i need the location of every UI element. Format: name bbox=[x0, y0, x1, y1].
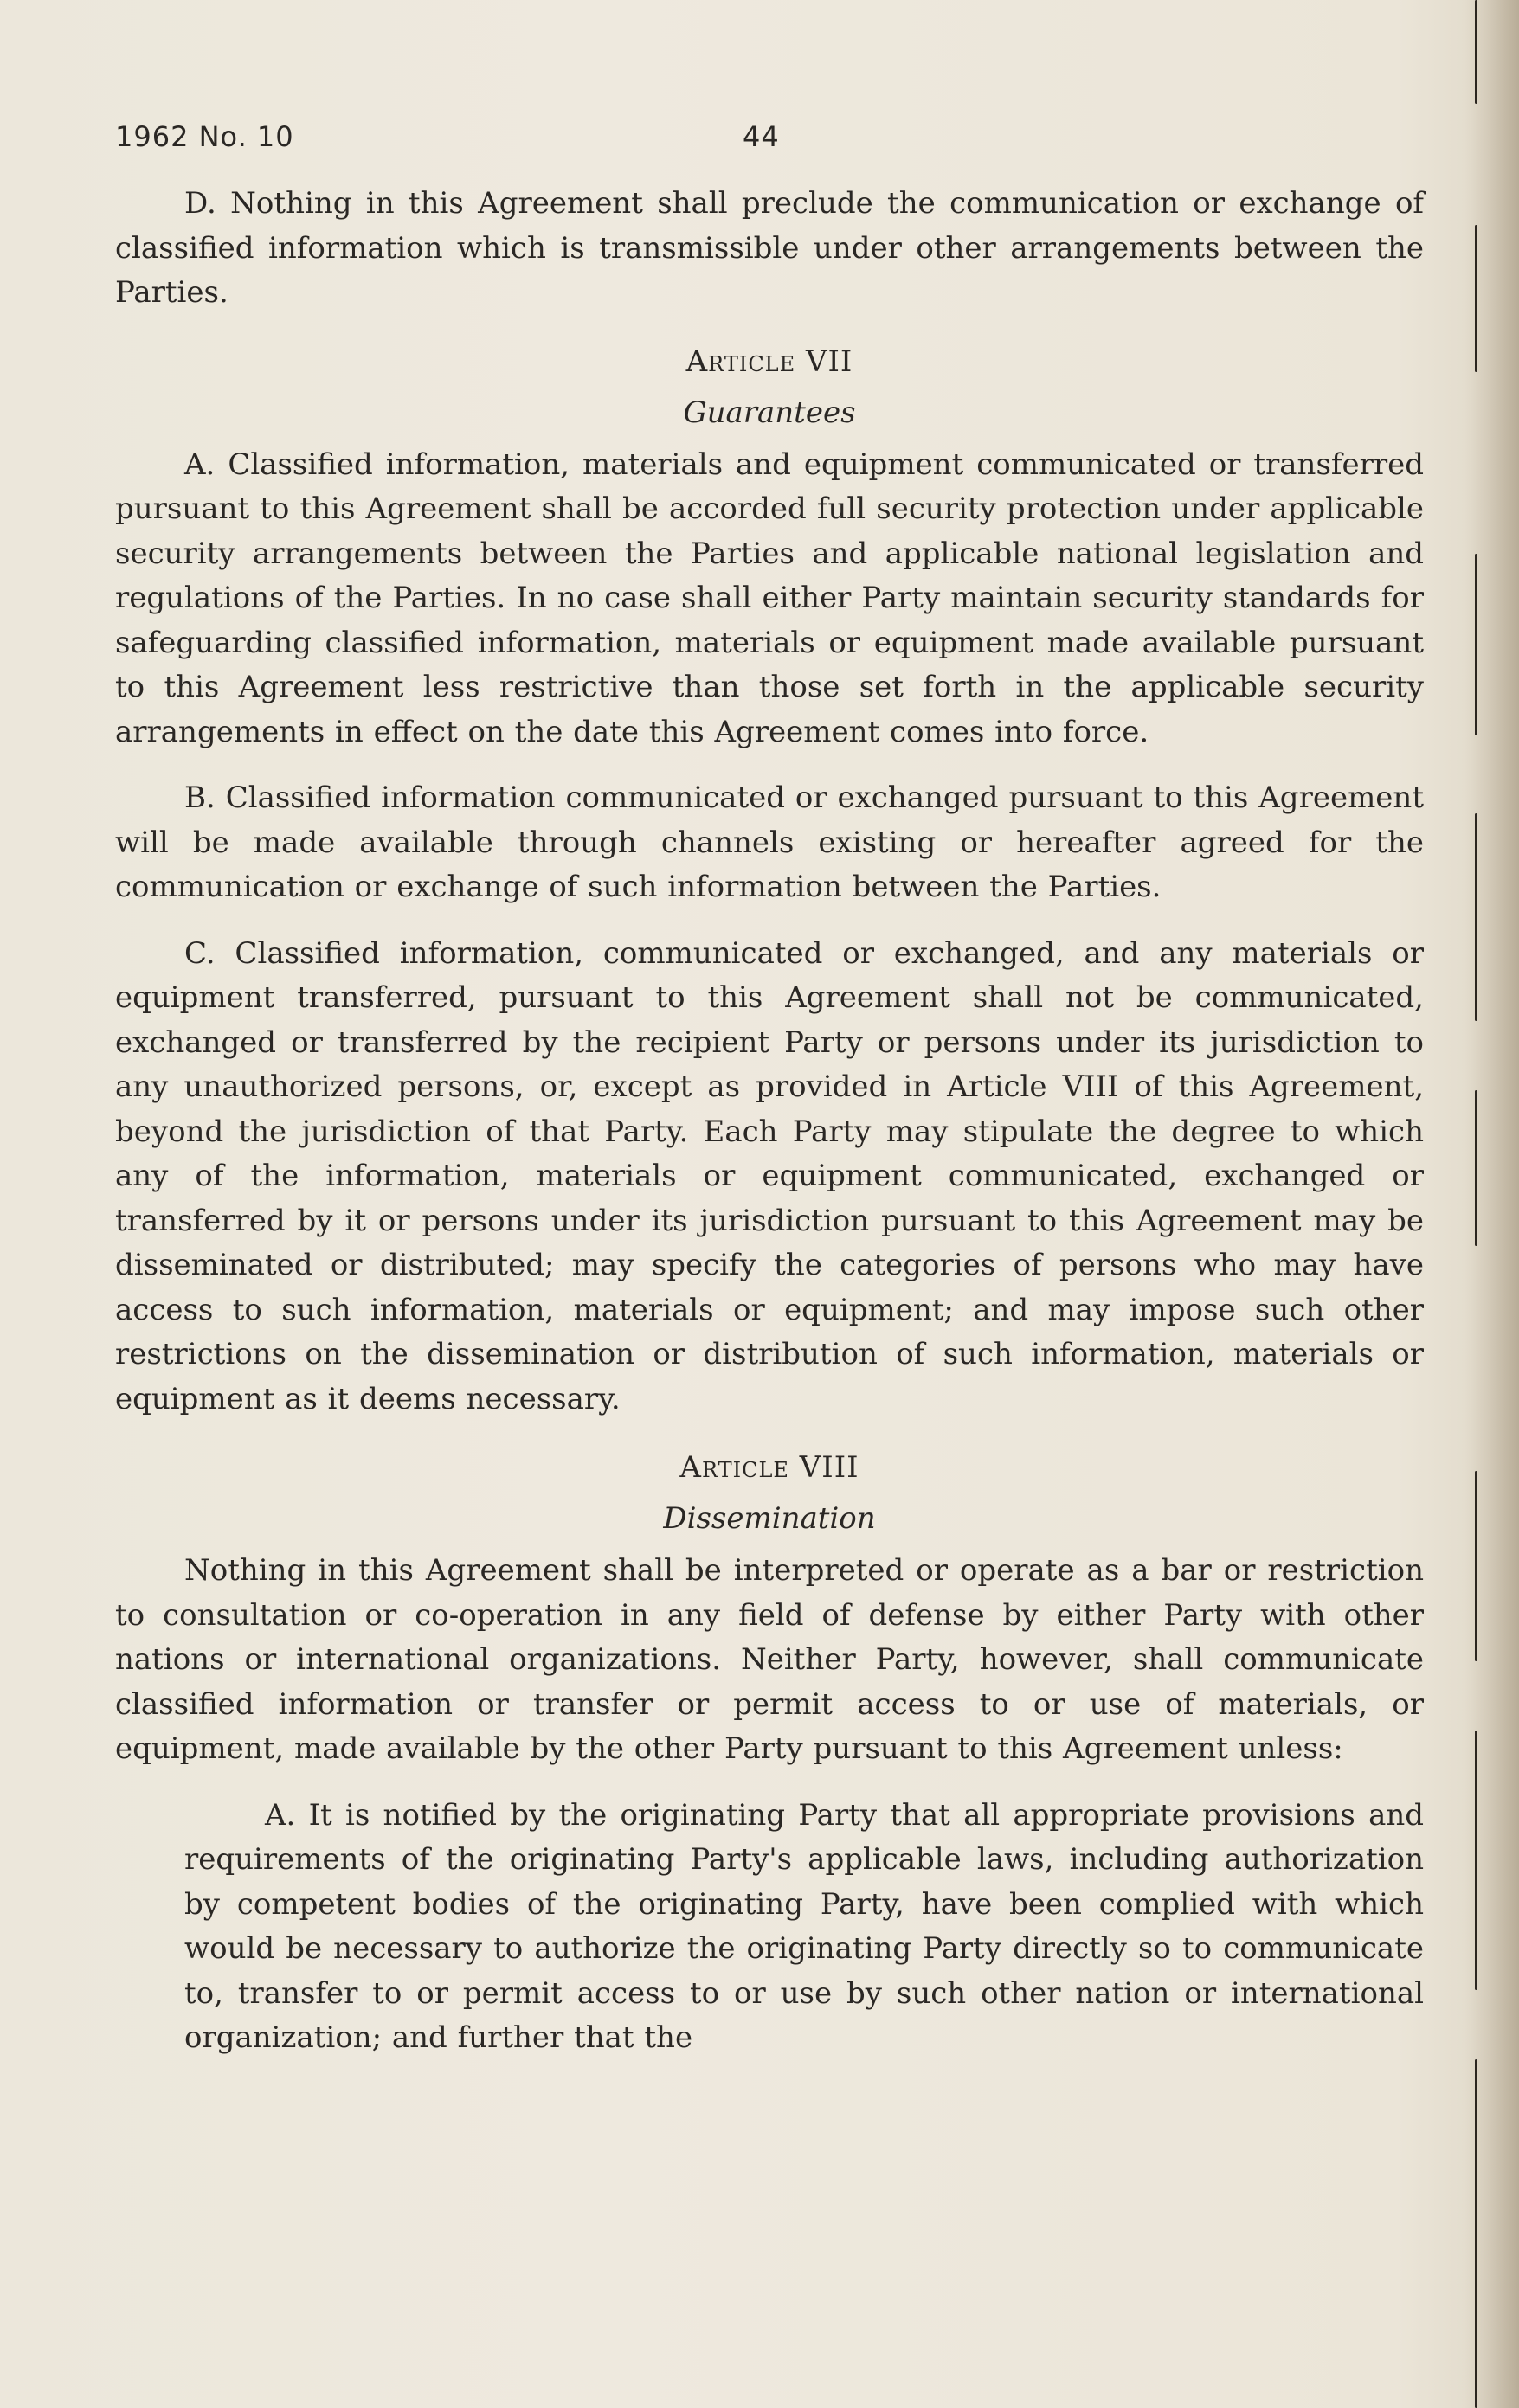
article-vii-paragraph-c: C. Classified information, communicated or exchanged, and any materials or equipment transferred, pursuant to this Agreement shall not be communicated, exchanged or transferred by the recipient Party or persons under its jurisdiction to any unauthorized persons, or, except as provided in Article VIII of this Agreement, beyond the jurisdiction of that Party. Each Party may stipulate the degree to which any of the information, materials or equipment communicated, exchanged or transferred by it or persons under its jurisdiction pursuant to this Agreement may be disseminated or distributed; may specify the categories of persons who may have access to such information, materials or equipment; and may impose such other restrictions on the dissemination or distribution of such information, materials or equipment as it deems necessary. bbox=[115, 935, 1424, 1416]
page-number: 44 bbox=[743, 120, 780, 153]
article-vii-title: Guarantees bbox=[683, 395, 856, 430]
article-viii-intro: Nothing in this Agreement shall be interpreted or operate as a bar or restriction to consultation or co-operation in any field of defense by either Party with other nations or international organizations. Neither Party, however, shall communicate classified information or transfer or permit access to or use of materials, or equipment, made available by the other Party pursuant to this Agreement unless: bbox=[115, 1553, 1424, 1766]
article-vii-paragraph-a: A. Classified information, materials and equipment communicated or transferred pursuant to this Agreement shall be accorded full security protection under applicable security arrangements between the Parties and applicable national legislation and regulations of the Parties. In no case shall either Party maintain security standards for safeguarding classified information, materials or equipment made available pursuant to this Agreement less restrictive than those set forth in the applicable security arrangements in effect on the date this Agreement comes into force. bbox=[115, 446, 1424, 749]
page-binding-edge bbox=[1464, 0, 1519, 2408]
article-vii-paragraph-b: B. Classified information communicated or exchanged pursuant to this Agreement will be made available through channels existing or hereafter agreed for the communication or exchange of such information between the Parties. bbox=[115, 780, 1424, 904]
article-viii-title: Dissemination bbox=[663, 1501, 876, 1536]
article-viii-heading: Article VIII bbox=[679, 1450, 859, 1485]
page-header bbox=[115, 111, 1424, 163]
edge-line-decoration bbox=[1475, 1471, 1477, 1661]
article-viii-paragraph-a: A. It is notified by the originating Party that all appropriate provisions and requirements of the originating Party's applicable laws, including authorization by competent bodies of the originating Party, have been complied with which would be necessary to authorize the originating Party directly so to communicate to, transfer to or permit access to or use by such other nation or international organization; and further that the bbox=[184, 1797, 1424, 2055]
edge-line-decoration bbox=[1475, 2059, 1477, 2408]
document-body bbox=[115, 111, 1424, 2083]
edge-line-decoration bbox=[1475, 1090, 1477, 1246]
article-vii-heading: Article VII bbox=[685, 344, 853, 379]
paragraph-d: D. Nothing in this Agreement shall preclude the communication or exchange of classified information which is transmissible under other arrangements between the Parties. bbox=[115, 186, 1424, 310]
document-reference: 1962 No. 10 bbox=[115, 120, 294, 153]
edge-line-decoration bbox=[1475, 554, 1477, 735]
edge-line-decoration bbox=[1475, 225, 1477, 372]
edge-line-decoration bbox=[1475, 813, 1477, 1021]
edge-line-decoration bbox=[1475, 0, 1477, 104]
edge-line-decoration bbox=[1475, 1731, 1477, 1990]
